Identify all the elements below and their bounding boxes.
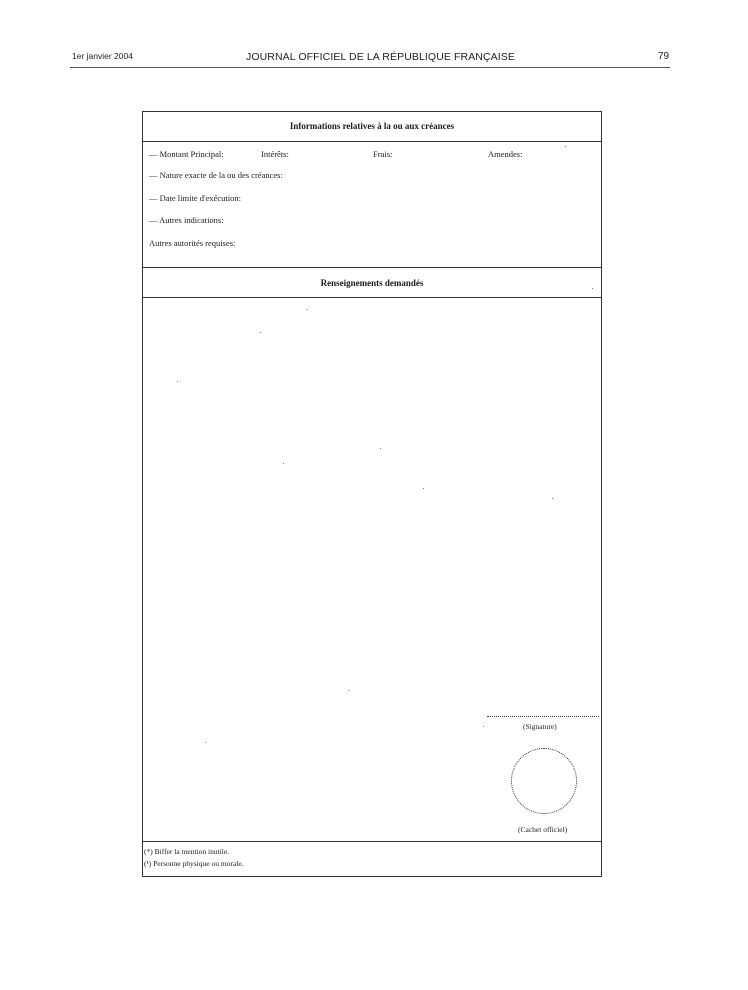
section2-divider bbox=[143, 297, 601, 298]
footnotes-divider bbox=[143, 841, 601, 842]
scan-speck bbox=[483, 726, 484, 727]
footnote-person: (¹) Personne physique ou morale. bbox=[144, 859, 244, 868]
journal-title: JOURNAL OFFICIEL DE LA RÉPUBLIQUE FRANÇAISE bbox=[246, 51, 515, 63]
section1-divider bbox=[143, 141, 601, 142]
section2-top-divider bbox=[143, 267, 601, 268]
fees-label: Frais: bbox=[373, 149, 393, 159]
official-stamp-circle bbox=[511, 748, 577, 814]
scan-speck bbox=[283, 463, 284, 464]
other-authorities-label: Autres autorités requises: bbox=[149, 238, 236, 248]
scan-speck bbox=[177, 381, 178, 382]
page-number: 79 bbox=[658, 51, 670, 62]
scan-speck bbox=[205, 742, 206, 743]
scan-speck bbox=[423, 488, 424, 489]
scan-speck bbox=[565, 146, 566, 147]
claim-nature-label: — Nature exacte de la ou des créances: bbox=[149, 170, 283, 180]
scan-speck bbox=[552, 498, 553, 499]
scan-speck bbox=[307, 309, 308, 310]
scan-speck bbox=[260, 332, 261, 333]
header-divider bbox=[70, 67, 670, 68]
signature-line bbox=[487, 716, 599, 717]
principal-amount-label: — Montant Principal: bbox=[149, 149, 224, 159]
section-title-requested-info: Renseignements demandés bbox=[320, 278, 424, 288]
section-title-claims-info: Informations relatives à la ou aux créances bbox=[289, 121, 455, 131]
official-stamp-label: (Cachet officiel) bbox=[518, 825, 568, 834]
execution-deadline-label: — Date limite d'exécution: bbox=[149, 193, 241, 203]
interest-label: Intérêts: bbox=[261, 149, 289, 159]
scan-speck bbox=[380, 448, 381, 449]
signature-label: (Signature) bbox=[523, 722, 557, 731]
fines-label: Amendes: bbox=[488, 149, 523, 159]
header-date: 1er janvier 2004 bbox=[72, 51, 133, 61]
form-frame bbox=[142, 111, 602, 877]
footnote-strike: (*) Biffer la mention inutile. bbox=[144, 847, 230, 856]
scan-speck bbox=[348, 690, 349, 691]
other-info-label: — Autres indications: bbox=[149, 215, 224, 225]
scan-speck bbox=[592, 288, 593, 289]
